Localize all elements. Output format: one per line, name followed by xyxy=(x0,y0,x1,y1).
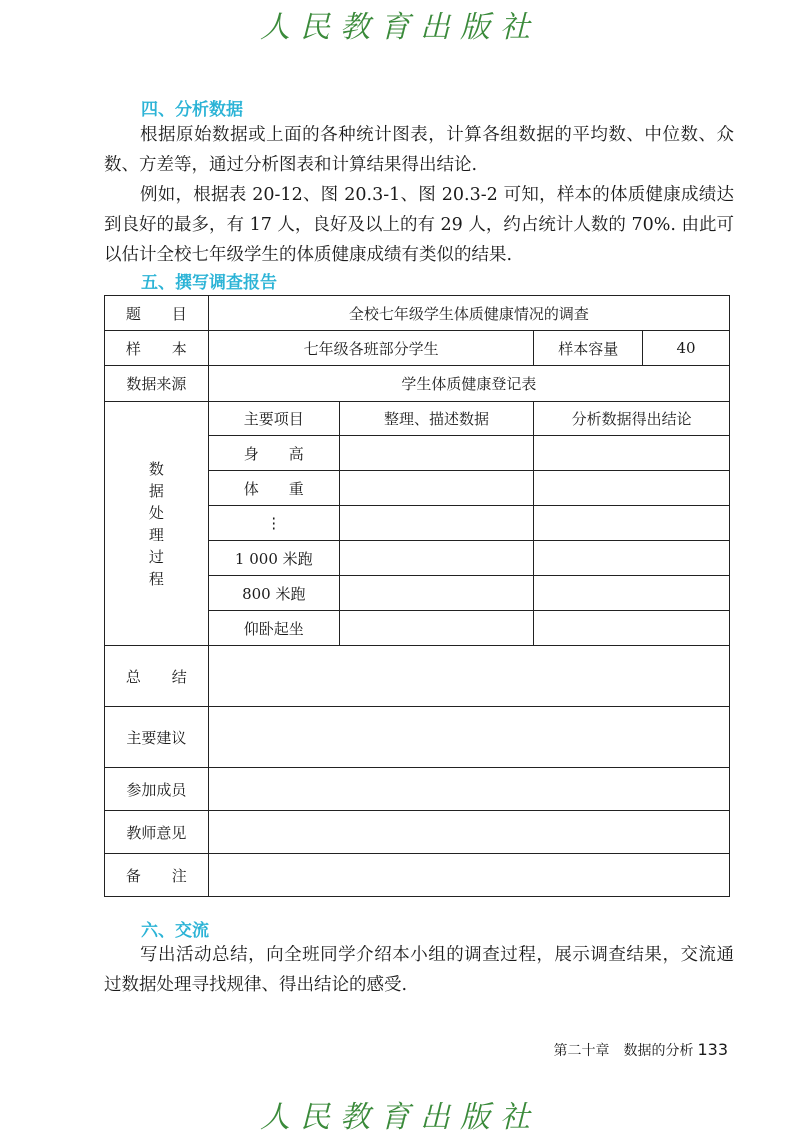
remarks-value xyxy=(208,854,729,897)
source-label: 数据来源 xyxy=(105,366,209,402)
col-items-header: 主要项目 xyxy=(208,402,339,436)
process-char: 数 xyxy=(148,459,164,478)
sample-label: 样 本 xyxy=(105,331,209,366)
source-value: 学生体质健康登记表 xyxy=(208,366,729,402)
section5-heading: 五、撰写调查报告 xyxy=(141,273,277,293)
row-title xyxy=(105,296,730,331)
section6-paragraph-1: 写出活动总结，向全班同学介绍本小组的调查过程，展示调查结果，交流通过数据处理寻找规律、得出结论的感受. xyxy=(104,945,734,995)
process-char: 据 xyxy=(148,481,164,500)
sample-value: 七年级各班部分学生 xyxy=(208,331,533,366)
process-char: 理 xyxy=(148,525,164,544)
teacher-label: 教师意见 xyxy=(105,811,209,854)
organize-cell xyxy=(339,506,534,541)
analyze-cell xyxy=(534,541,730,576)
row-remarks xyxy=(105,854,730,897)
col-organize-header: 整理、描述数据 xyxy=(339,402,534,436)
title-label: 题 目 xyxy=(105,296,209,331)
item-label: 仰卧起坐 xyxy=(208,611,339,646)
publisher-watermark-bottom: 人民教育出版社 xyxy=(260,1100,540,1135)
title-value: 全校七年级学生体质健康情况的调查 xyxy=(208,296,729,331)
process-char: 过 xyxy=(148,547,164,566)
suggestions-label: 主要建议 xyxy=(105,707,209,768)
chapter-title: 第二十章 数据的分析 xyxy=(553,1043,694,1059)
section4-paragraph-2: 例如，根据表 20-12、图 20.3-1、图 20.3-2 可知，样本的体质健康成绩达到良好的最多，有 17 人，良好及以上的有 29 人，约占统计人数的 70%. 由此可以估计全校七年级学生的体质健康成绩有类似的结果. xyxy=(104,185,734,265)
col-analyze-header: 分析数据得出结论 xyxy=(534,402,730,436)
teacher-value xyxy=(208,811,729,854)
item-label: ⋮ xyxy=(208,506,339,541)
analyze-cell xyxy=(534,576,730,611)
suggestions-value xyxy=(208,707,729,768)
sample-size-value: 40 xyxy=(643,331,730,366)
analyze-cell xyxy=(534,506,730,541)
process-char: 程 xyxy=(148,569,164,588)
members-value xyxy=(208,768,729,811)
row-suggestions xyxy=(105,707,730,768)
analyze-cell xyxy=(534,471,730,506)
item-label: 800 米跑 xyxy=(208,576,339,611)
process-label xyxy=(105,402,209,646)
report-table xyxy=(104,295,730,897)
page-footer xyxy=(553,1040,728,1060)
analyze-cell xyxy=(534,436,730,471)
section4-paragraph-1: 根据原始数据或上面的各种统计图表，计算各组数据的平均数、中位数、众数、方差等，通过分析图表和计算结果得出结论. xyxy=(104,125,734,175)
publisher-watermark-top: 人民教育出版社 xyxy=(260,10,540,45)
row-process-header xyxy=(105,402,730,436)
organize-cell xyxy=(339,471,534,506)
item-label: 1 000 米跑 xyxy=(208,541,339,576)
organize-cell xyxy=(339,611,534,646)
item-label: 身 高 xyxy=(208,436,339,471)
process-char: 处 xyxy=(148,503,164,522)
row-sample xyxy=(105,331,730,366)
organize-cell xyxy=(339,541,534,576)
row-source xyxy=(105,366,730,402)
remarks-label: 备 注 xyxy=(105,854,209,897)
members-label: 参加成员 xyxy=(105,768,209,811)
row-summary xyxy=(105,646,730,707)
row-members xyxy=(105,768,730,811)
page-number: 133 xyxy=(697,1040,728,1059)
item-label: 体 重 xyxy=(208,471,339,506)
organize-cell xyxy=(339,436,534,471)
row-teacher xyxy=(105,811,730,854)
organize-cell xyxy=(339,576,534,611)
summary-label: 总 结 xyxy=(105,646,209,707)
summary-value xyxy=(208,646,729,707)
section4-heading: 四、分析数据 xyxy=(141,100,243,120)
sample-size-label: 样本容量 xyxy=(534,331,643,366)
section6-heading: 六、交流 xyxy=(141,921,209,941)
analyze-cell xyxy=(534,611,730,646)
